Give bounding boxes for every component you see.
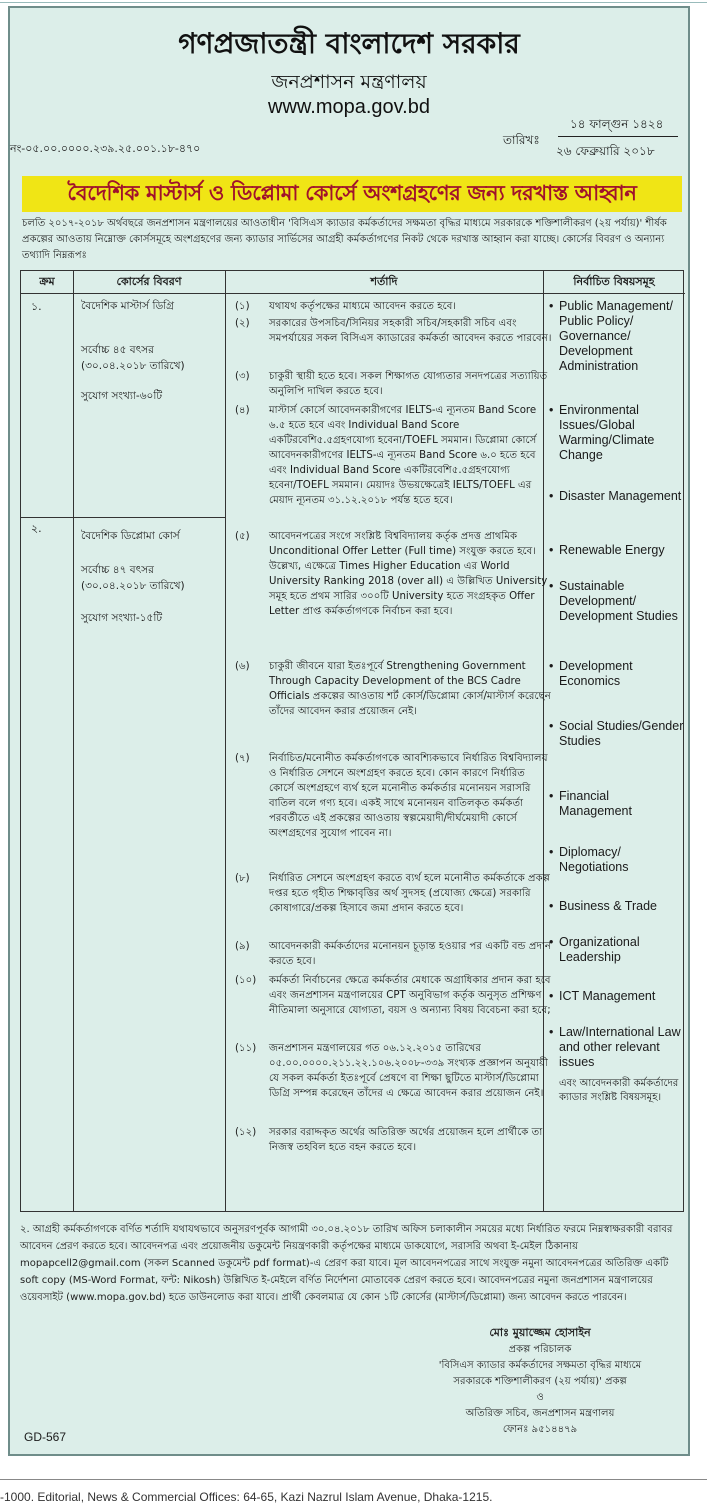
subject-text: Social Studies/Gender Studies bbox=[559, 719, 684, 748]
subject-text: Business & Trade bbox=[559, 899, 657, 913]
header-conditions: শর্তাদি bbox=[370, 274, 398, 288]
signatory-designation: প্রকল্প পরিচালক bbox=[508, 1344, 572, 1355]
col-divider bbox=[225, 271, 226, 1211]
course-seats: সুযোগ সংখ্যা-১৫টি bbox=[81, 612, 163, 624]
advertisement-page bbox=[8, 6, 690, 1456]
condition-text: আবেদনকারী কর্মকর্তাদের মনোনয়ন চূড়ান্ত হওয়ার পর একটি বন্ড প্রদান করতে হবে। bbox=[269, 941, 551, 967]
course-age: সর্বোচ্চ ৪৫ বৎসর bbox=[81, 344, 154, 356]
condition-text: সরকার বরাদ্দকৃত অর্থের অতিরিক্ত অর্থের প্রয়োজন হলে প্রার্থীকে তা নিজস্ব তহবিল হতে বহন করতে হবে। bbox=[269, 1127, 543, 1153]
condition-number: (৯) bbox=[235, 941, 250, 952]
header-divider bbox=[21, 293, 685, 294]
condition-number: (২) bbox=[235, 318, 250, 329]
date-label: তারিখঃ bbox=[503, 133, 540, 147]
condition-text: জনপ্রশাসন মন্ত্রণালয়ের গত ০৬.১২.২০১৫ তারিখের ০৫.০০.০০০০.২১১.২২.১০৬.২০০৮-৩৩৯ সংখ্যক প্রজ্ঞাপন অনুযায়ী যে সকল কর্মকর্তা ইতঃপূর্বে প্রেষণে বা শিক্ষা ছুটিতে মাস্টার্স/ডিপ্লোমা ডিগ্রি সম্পন্ন করেছেন তাঁদের এ ক্ষেত্রে আবেদন করার প্রয়োজন নেই। bbox=[269, 1043, 548, 1099]
bottom-rule bbox=[0, 1479, 707, 1480]
condition-number: (১) bbox=[235, 301, 250, 312]
condition-number: (৬) bbox=[235, 661, 250, 672]
newspaper-imprint: -1000. Editorial, News & Commercial Offices: 64-65, Kazi Nazrul Islam Avenue, Dhaka-1215. bbox=[0, 1490, 493, 1504]
course-age-date: (৩০.০৪.২০১৮ তারিখে) bbox=[81, 360, 185, 372]
date-english: ২৬ ফেব্রুয়ারি ২০১৮ bbox=[556, 144, 655, 158]
condition-text: চাকুরী স্থায়ী হতে হবে। সকল শিক্ষাগত যোগ্যতার সনদপত্রের সত্যায়িত অনুলিপি দাখিল করতে হবে। bbox=[269, 371, 548, 397]
condition-number: (১১) bbox=[235, 1043, 257, 1054]
website: www.mopa.gov.bd bbox=[268, 96, 430, 118]
condition-number: (৪) bbox=[235, 405, 250, 416]
banner-title: বৈদেশিক মাস্টার্স ও ডিপ্লোমা কোর্সে অংশগ্রহণের জন্য দরখাস্ত আহ্বান bbox=[22, 176, 682, 212]
course-seats: সুযোগ সংখ্যা-৬০টি bbox=[81, 390, 163, 402]
subject-text: Law/International Law and other relevant issues bbox=[559, 1025, 681, 1069]
subject-text: Diplomacy/ Negotiations bbox=[559, 845, 629, 874]
condition-text: সরকারের উপসচিব/সিনিয়র সহকারী সচিব/সহকারী সচিব এবং সমপর্যায়ের সকল বিসিএস ক্যাডারের কর্মকর্তা আবেদন করতে পারবেন। bbox=[269, 318, 552, 344]
subject-extra-text: এবং আবেদনকারী কর্মকর্তাদের ক্যাডার সংশ্লিষ্ট বিষয়সমূহ। bbox=[559, 1078, 679, 1103]
subject-text: Development Economics bbox=[559, 659, 633, 688]
course-name: বৈদেশিক ডিপ্লোমা কোর্স bbox=[81, 530, 180, 542]
instructions-paragraph: ২. আগ্রহী কর্মকর্তাগণকে বর্ণিত শর্তাদি যথাযথভাবে অনুসরণপূর্বক আগামী ৩০.০৪.২০১৮ তারিখ অফিস চলাকালীন সময়ের মধ্যে নির্ধারিত ফরমে নিম্নস্বাক্ষরকারী বরাবর আবেদন প্রেরণ করতে হবে। আবেদনপত্র এবং প্রয়োজনীয় ডকুমেন্ট নিয়ন্ত্রণকারী কর্তৃপক্ষের মাধ্যমে ডাকযোগে, সরাসরি অথবা ই-মেইল ঠিকানায় mopapcell2@gmail.com (সকল Scanned ডকুমেন্ট pdf format)-এ প্রেরণ করা যাবে। মূল আবেদনপত্রের সাথে সংযুক্ত নমুনা আবেদনপত্রের অতিরিক্ত একটি soft copy (MS-Word Format, ফন্ট: Nikosh) উল্লিখিত ই-মেইলে বর্ণিত নির্দেশনা মোতাবেক প্রেরণ করতে হবে। আবেদনপত্রের নমুনা জনপ্রশাসন মন্ত্রণালয়ের ওয়েবসাইট (www.mopa.gov.bd) হতে ডাউনলোড করা যাবে। প্রার্থী কেবলমাত্র যে কোন ১টি কোর্সের (মাস্টার্স/ডিপ্লোমা) জন্য আবেদন করতে পারবেন। bbox=[20, 1224, 673, 1303]
signatory-name: মোঃ মুয়াজ্জেম হোসাইন bbox=[489, 1326, 591, 1339]
header-course: কোর্সের বিবরণ bbox=[116, 274, 182, 288]
subject-text: ICT Management bbox=[559, 989, 656, 1003]
project-line-1: 'বিসিএস ক্যাডার কর্মকর্তাদের সক্ষমতা বৃদ্ধির মাধ্যমে bbox=[438, 1360, 642, 1371]
date-divider bbox=[558, 136, 678, 137]
ministry-title: জনপ্রশাসন মন্ত্রণালয় bbox=[271, 71, 427, 93]
date-bangla: ১৪ ফাল্গুন ১৪২৪ bbox=[570, 117, 664, 131]
condition-number: (১২) bbox=[235, 1127, 257, 1138]
subject-text: Disaster Management bbox=[559, 489, 682, 503]
subject-text: Public Management/ Public Policy/ Governance/ Development Administration bbox=[559, 299, 673, 373]
condition-text: যথাযথ কর্তৃপক্ষের মাধ্যমে আবেদন করতে হবে। bbox=[269, 301, 457, 312]
condition-text: নির্বাচিত/মনোনীত কর্মকর্তাগণকে আবশ্যিকভাবে নির্ধারিত বিশ্ববিদ্যালয় ও নির্ধারিত সেশনে অংশগ্রহণ করতে হবে। কোন কারণে নির্ধারিত কোর্সে অংশগ্রহণে ব্যর্থ হলে মনোনীত কর্মকর্তার মনোনয়ন সরাসরি বাতিল বলে গণ্য হবে। একই সাথে মনোনয়ন বাতিলকৃত কর্মকর্তা পরবর্তীতে এই প্রকল্পের আওতায় স্বল্পমেয়াদী/দীর্ঘমেয়াদী কোর্সে অংশগ্রহণের সুযোগ পাবেন না। bbox=[269, 753, 548, 839]
col-divider bbox=[73, 271, 74, 1211]
condition-text: চাকুরী জীবনে যারা ইতঃপূর্বে Strengthening Government Through Capacity Development of the BCS Cadre Officials প্রকল্পের আওতায় শর্ট কোর্স/ডিপ্লোমা কোর্স/মাস্টার্স করেছেন তাঁদের আবেদন করার প্রয়োজন নেই। bbox=[269, 661, 551, 717]
condition-number: (৩) bbox=[235, 371, 250, 382]
course-serial: ২. bbox=[31, 522, 42, 535]
course-serial: ১. bbox=[31, 300, 42, 313]
govt-title: গণপ্রজাতন্ত্রী বাংলাদেশ সরকার bbox=[178, 27, 520, 60]
ad-code: GD-567 bbox=[24, 1430, 67, 1444]
condition-text: নির্ধারিত সেশনে অংশগ্রহণ করতে ব্যর্থ হলে মনোনীত কর্মকর্তাকে প্রকল্প দপ্তর হতে গৃহীত শিক্ষাবৃত্তির অর্থ সুদসহ (প্রযোজ্য ক্ষেত্রে) সরকারি কোষাগারে/প্রকল্প হিসাবে জমা প্রদান করতে হবে। bbox=[269, 873, 551, 914]
memo-number: নং-০৫.০০.০০০০.২৩৯.২৫.০০১.১৮-৪৭০ bbox=[10, 142, 201, 155]
row-divider bbox=[21, 517, 226, 518]
top-rule bbox=[0, 2, 707, 3]
signatory-conj: ও bbox=[536, 1392, 544, 1403]
course-age-date: (৩০.০৪.২০১৮ তারিখে) bbox=[81, 580, 185, 592]
subject-text: Sustainable Development/ Development Studies bbox=[559, 579, 678, 623]
condition-text: মাস্টার্স কোর্সে আবেদনকারীগণের IELTS-এ ন্যূনতম Band Score ৬.৫ হতে হবে এবং Individual Band Score একটিরবেশি৫.৫গ্রহণযোগ্য হবেনা/TOEFL সমমান। ডিপ্লোমা কোর্সে আবেদনকারীগণের IELTS-এ ন্যূনতম Band Score ৬.০ হতে হবে এবং Individual Band Score একটিরবেশি৫.৫গ্রহণযোগ্য হবেনা/TOEFL সমমান। মেয়াদঃ উভয়ক্ষেত্রেই IELTS/TOEFL এর মেয়াদ ন্যূনতম ৩১.১২.২০১৮ পর্যন্ত হতে হবে। bbox=[269, 405, 537, 506]
course-table: ক্রম কোর্সের বিবরণ শর্তাদি নির্বাচিত বিষয়সমূহ ১. বৈদেশিক মাস্টার্স ডিগ্রি সর্বোচ্চ ৪৫ বৎসর (৩০.০৪.২০১৮ তারিখে) সুযোগ সংখ্যা-৬০টি ২. বৈদেশিক ডিপ্লোমা কোর্স সর্বোচ্চ ৪৭ বৎসর (৩০.০৪.২০১৮ তারিখে) সুযোগ সংখ্যা-১৫টি (১) যথাযথ কর্তৃপক্ষের মাধ্যমে আবেদন করতে হবে। (২) সরকারের উপসচিব/সিনিয়র সহকারী সচিব/সহকারী সচিব এবং সমপর্যায়ের সকল বিসিএস ক্যাডারের কর্মকর্তা আবেদন করতে পারবেন। (৩) চাকুরী স্থায়ী হতে হবে। সকল শিক্ষাগত যোগ্যতার সনদপত্রের সত্যায়িত অনুলিপি দাখিল করতে হবে। (৪) মাস্টার্স কোর্সে আবেদনকারীগণের IELTS-এ ন্যূনতম Band Score ৬.৫ হতে হবে এবং Individual Band Score একটিরবেশি৫.৫গ্রহণযোগ্য হবেনা/TOEFL সমমান। ডিপ্লোমা কোর্সে আবেদনকারীগণের IELTS-এ ন্যূনতম Band Score ৬.০ হতে হবে এবং Individual Band Score একটিরবেশি৫.৫গ্রহণযোগ্য হবেনা/TOEFL সমমান। মেয়াদঃ উভয়ক্ষেত্রেই IELTS/TOEFL এর মেয়াদ ন্যূনতম ৩১.১২.২০১৮ পর্যন্ত হতে হবে। (৫) আবেদনপত্রের সংগে সংশ্লিষ্ট বিশ্ববিদ্যালয় কর্তৃক প্রদত্ত প্রাথমিক Unconditional Offer Letter (Full time) সংযুক্ত করতে হবে। উল্লেখ্য, এক্ষেত্রে Times Higher Education এর World University Ranking 2018 (over all) এ উল্লিখিত University সমূহ হতে প্রথম সারির ৩০০টি University হতে সংগ্রহকৃত Offer Letter প্রাপ্ত কর্মকর্তাগণকে নির্বাচন করা হবে। (৬) চাকুরী জীবনে যারা ইতঃপূর্বে Strengthening Government Through Capacity Development of the BCS Cadre Officials প্রকল্পের আওতায় শর্ট কোর্স/ডিপ্লোমা কোর্স/মাস্টার্স করেছেন তাঁদের আবেদন করার প্রয়োজন নেই। (৭) নির্বাচিত/মনোনীত কর্মকর্তাগণকে আবশ্যিকভাবে নির্ধারিত বিশ্ববিদ্যালয় ও নির্ধারিত সেশনে অংশগ্রহণ করতে হবে। কোন কারণে নির্ধারিত কোর্সে অংশগ্রহণে ব্যর্থ হলে মনোনীত কর্মকর্তার মনোনয়ন সরাসরি বাতিল বলে গণ্য হবে। একই সাথে মনোনয়ন বাতিলকৃত কর্মকর্তা পরবর্তীতে এই প্রকল্পের আওতায় স্বল্পমেয়াদী/দীর্ঘমেয়াদী কোর্সে অংশগ্রহণের সুযোগ পাবেন না। (৮) নির্ধারিত সেশনে অংশগ্রহণ করতে ব্যর্থ হলে মনোনীত কর্মকর্তাকে প্রকল্প দপ্তর হতে গৃহীত শিক্ষাবৃত্তির অর্থ সুদসহ (প্রযোজ্য ক্ষেত্রে) সরকারি কোষাগারে/প্রকল্প হিসাবে জমা প্রদান করতে হবে। (৯) আবেদনকারী কর্মকর্তাদের মনোনয়ন চূড়ান্ত হওয়ার পর একটি বন্ড প্রদান করতে হবে। (১০) কর্মকর্তা নির্বাচনের ক্ষেত্রে কর্মকর্তার মেধাকে অগ্রাধিকার প্রদান করা হবে এবং জনপ্রশাসন মন্ত্রণালয়ের CPT অনুবিভাগ কর্তৃক অনুসৃত প্রশিক্ষণ নীতিমালা অনুসারে যোগ্যতা, বয়স ও অন্যান্য বিষয় বিবেচনা করা হবে; (১১) জনপ্রশাসন মন্ত্রণালয়ের গত ০৬.১২.২০১৫ তারিখের ০৫.০০.০০০০.২১১.২২.১০৬.২০০৮-৩৩৯ সংখ্যক প্রজ্ঞাপন অনুযায়ী যে সকল কর্মকর্তা ইতঃপূর্বে প্রেষণে বা শিক্ষা ছুটিতে মাস্টার্স/ডিপ্লোমা ডিগ্রি সম্পন্ন করেছেন তাঁদের এ ক্ষেত্রে আবেদন করার প্রয়োজন নেই। (১২) সরকার বরাদ্দকৃত অর্থের অতিরিক্ত অর্থের প্রয়োজন হলে প্রার্থীকে তা নিজস্ব তহবিল হতে বহন করতে হবে। • Public Management/ Public Policy/ Governance/ Development Administration • Environmental Issues/Global Warming/Climate Change • Disaster Management • Renewable Energy • Sustainable Development/ Development Studies • Development Economics • Social Studies/Gender Studies • Financial Management • Diplomacy/ Negotiations • Business & Trade • Organizational Leadership • ICT Management • Law/International Law and other relevant issues এবং আবেদনকারী কর্মকর্তাদের ক্যাডার সংশ্লিষ্ট বিষয়সমূহ। bbox=[20, 270, 684, 1212]
subject-text: Environmental Issues/Global Warming/Climate Change bbox=[559, 403, 655, 462]
subject-text: Renewable Energy bbox=[559, 543, 665, 557]
header-subjects: নির্বাচিত বিষয়সমূহ bbox=[573, 274, 655, 288]
course-age: সর্বোচ্চ ৪৭ বৎসর bbox=[81, 564, 154, 576]
header-serial: ক্রম bbox=[39, 274, 55, 288]
condition-text: কর্মকর্তা নির্বাচনের ক্ষেত্রে কর্মকর্তার মেধাকে অগ্রাধিকার প্রদান করা হবে এবং জনপ্রশাসন মন্ত্রণালয়ের CPT অনুবিভাগ কর্তৃক অনুসৃত প্রশিক্ষণ নীতিমালা অনুসারে যোগ্যতা, বয়স ও অন্যান্য বিষয় বিবেচনা করা হবে; bbox=[269, 975, 551, 1016]
intro-paragraph: চলতি ২০১৭-২০১৮ অর্থবছরে জনপ্রশাসন মন্ত্রণালয়ের আওতাধীন 'বিসিএস ক্যাডার কর্মকর্তাদের সক্ষমতা বৃদ্ধির মাধ্যমে সরকারকে শক্তিশালীকরণ (২য় পর্যায়)' শীর্ষক প্রকল্পের আওতায় নিম্নোক্ত কোর্সসমূহে অংশগ্রহণের জন্য ক্যাডার সার্ভিসের আগ্রহী কর্মকর্তাগণের নিকট থেকে দরখাস্ত আহ্বান করা যাচ্ছে। কোর্সের বিবরণ ও অন্যান্য তথ্যাদি নিম্নরূপঃ bbox=[22, 218, 667, 261]
condition-number: (৭) bbox=[235, 753, 250, 764]
signatory-phone: ফোনঃ ৯৫১৪৪৭৯ bbox=[502, 1424, 578, 1435]
condition-text: আবেদনপত্রের সংগে সংশ্লিষ্ট বিশ্ববিদ্যালয় কর্তৃক প্রদত্ত প্রাথমিক Unconditional Offer Letter (Full time) সংযুক্ত করতে হবে। উল্লেখ্য, এক্ষেত্রে Times Higher Education এর World University Ranking 2018 (over all) এ উল্লিখিত University সমূহ হতে প্রথম সারির ৩০০টি University হতে সংগ্রহকৃত Offer Letter প্রাপ্ত কর্মকর্তাগণকে নির্বাচন করা হবে। bbox=[269, 531, 548, 617]
signatory-post: অতিরিক্ত সচিব, জনপ্রশাসন মন্ত্রণালয় bbox=[465, 1408, 615, 1419]
project-line-2: সরকারকে শক্তিশালীকরণ (২য় পর্যায়)' প্রকল্প bbox=[453, 1376, 627, 1387]
condition-number: (৫) bbox=[235, 531, 250, 542]
condition-number: (১০) bbox=[235, 975, 257, 986]
subject-text: Organizational Leadership bbox=[559, 935, 640, 964]
condition-number: (৮) bbox=[235, 873, 250, 884]
course-name: বৈদেশিক মাস্টার্স ডিগ্রি bbox=[81, 300, 175, 312]
subject-text: Financial Management bbox=[559, 789, 632, 818]
